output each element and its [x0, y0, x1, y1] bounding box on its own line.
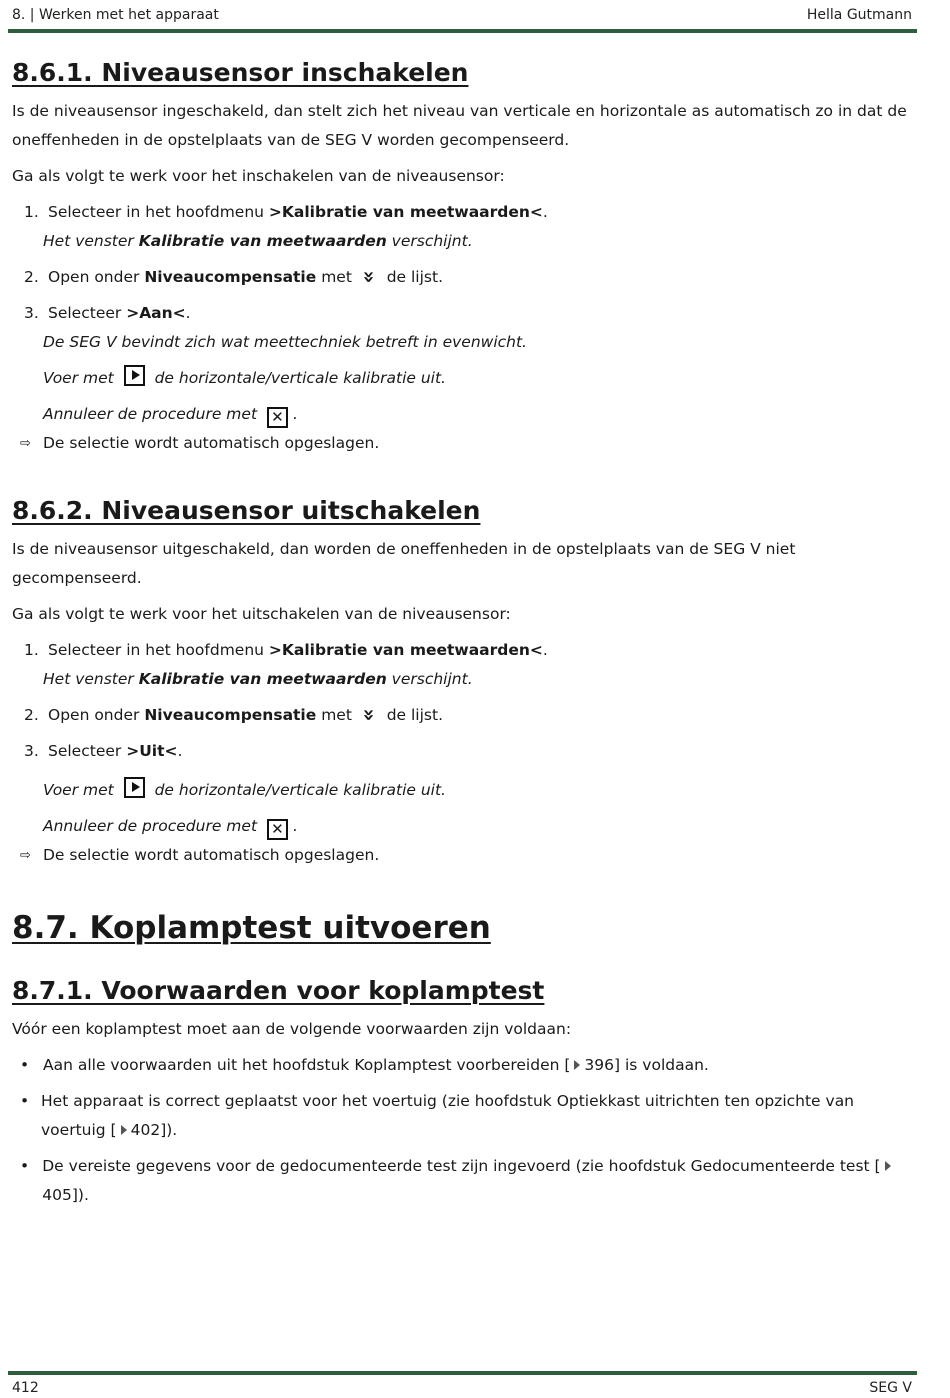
result-arrow-icon: ⇨	[20, 436, 31, 451]
play-icon	[124, 777, 145, 798]
step-2: 2. Open onder Niveaucompensatie met » de lijst.	[24, 706, 443, 724]
section-intro: Is de niveausensor uitgeschakeld, dan worden de oneffenheden in de opstelplaats van de SEG V niet gecompenseerd.	[12, 540, 796, 587]
chapter-link[interactable]: Gedocumenteerde test	[690, 1157, 870, 1175]
page-ref[interactable]: 396	[584, 1056, 615, 1074]
page-ref[interactable]: 402	[130, 1121, 161, 1139]
page-content	[12, 58, 912, 1210]
page-ref[interactable]: 405	[42, 1186, 72, 1204]
step-1-result: Het venster Kalibratie van meetwaarden verschijnt.	[43, 670, 473, 688]
step-1: 1. Selecteer in het hoofdmenu >Kalibratie van meetwaarden<.	[24, 641, 548, 659]
chapter-title-8-7: 8.7. Koplamptest uitvoeren	[12, 910, 491, 946]
step-1: 1. Selecteer in het hoofdmenu >Kalibratie van meetwaarden<.	[24, 203, 548, 221]
product-name: SEG V	[869, 1380, 912, 1396]
page-ref-icon	[574, 1060, 580, 1070]
cancel-icon: ✕	[267, 819, 288, 840]
section-intro: Is de niveausensor ingeschakeld, dan stelt zich het niveau van verticale en horizontale as automatisch zo in dat de oneffenheden in de opstelplaats van de SEG V worden gecompenseerd.	[12, 102, 907, 149]
chapter-link[interactable]: Optiekkast uitrichten ten opzichte van voertuig	[41, 1092, 855, 1139]
step-3: 3. Selecteer >Uit<.	[24, 742, 183, 760]
step-1-result: Het venster Kalibratie van meetwaarden verschijnt.	[43, 232, 473, 250]
result-line: ⇨ De selectie wordt automatisch opgeslagen.	[20, 429, 912, 458]
list-item: • Aan alle voorwaarden uit het hoofdstuk Koplamptest voorbereiden [ 396] is voldaan.	[20, 1056, 709, 1074]
step-3-result: De SEG V bevindt zich wat meettechniek betreft in evenwicht.	[43, 333, 527, 351]
header-chapter: 8. | Werken met het apparaat	[12, 7, 219, 23]
step-3: 3. Selecteer >Aan<.	[24, 304, 191, 322]
calibrate-instruction: Voer met de horizontale/verticale kalibratie uit.	[43, 364, 912, 393]
header-rule	[8, 29, 917, 33]
cancel-instruction: Annuleer de procedure met ✕ .	[43, 405, 298, 426]
step-2: 2. Open onder Niveaucompensatie met » de lijst.	[24, 268, 443, 286]
chapter-link[interactable]: Koplamptest voorbereiden	[354, 1056, 560, 1074]
footer-rule	[8, 1371, 917, 1375]
page-number: 412	[12, 1380, 39, 1396]
section-title-8-6-1: 8.6.1. Niveausensor inschakelen	[12, 58, 469, 87]
double-chevron-down-icon: »	[357, 270, 382, 284]
cancel-icon: ✕	[267, 407, 288, 428]
section-intro: Vóór een koplamptest moet aan de volgende voorwaarden zijn voldaan:	[12, 1020, 572, 1038]
result-line: ⇨ De selectie wordt automatisch opgeslagen.	[20, 841, 912, 870]
play-icon	[124, 365, 145, 386]
menu-path: >Kalibratie van meetwaarden<	[268, 203, 543, 221]
page-ref-icon	[121, 1125, 127, 1135]
header-brand: Hella Gutmann	[806, 7, 912, 23]
calibrate-instruction: Voer met de horizontale/verticale kalibratie uit.	[43, 776, 912, 805]
page-header	[12, 4, 912, 26]
result-arrow-icon: ⇨	[20, 848, 31, 863]
section-title-8-6-2: 8.6.2. Niveausensor uitschakelen	[12, 496, 481, 525]
list-item: • Het apparaat is correct geplaatst voor het voertuig (zie hoofdstuk Optiekkast uitrichten ten opzichte van voertuig [ 402]).	[20, 1092, 855, 1139]
page-footer	[12, 1378, 912, 1398]
cancel-instruction: Annuleer de procedure met ✕ .	[43, 817, 298, 838]
page-ref-icon	[885, 1161, 891, 1171]
section-lead: Ga als volgt te werk voor het uitschakelen van de niveausensor:	[12, 605, 511, 623]
section-title-8-7-1: 8.7.1. Voorwaarden voor koplamptest	[12, 976, 545, 1005]
double-chevron-down-icon: »	[357, 708, 382, 722]
list-item: • De vereiste gegevens voor de gedocumenteerde test zijn ingevoerd (zie hoofdstuk Gedocumenteerde test [405]).	[20, 1152, 912, 1210]
section-lead: Ga als volgt te werk voor het inschakelen van de niveausensor:	[12, 167, 505, 185]
